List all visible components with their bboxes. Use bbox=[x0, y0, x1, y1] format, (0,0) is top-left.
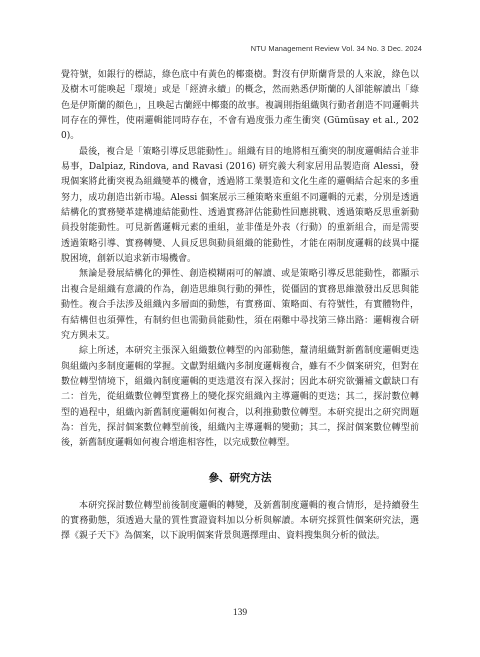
paragraph-4: 綜上所述，本研究主張深入組織數位轉型的內部動態，釐清組織對新舊制度邏輯更迭與組織內多制度邏輯的掌握。文獻對組織內多制度邏輯複合，雖有不少個案研究，但對在數位轉型情境下，組織內制度邏輯的更迭還沒有深入探討；因此本研究欲彌補文獻缺口有二：首先，從組織數位轉型實務上的變化探究組織內主導邏輯的更迭；其二，探討數位轉型的過程中，組織內新舊制度邏輯如何複合，以利推動數位轉型。本研究提出之研究問題為：首先，探討個案數位轉型前後，組織內主導邏輯的變動；其二，探討個案數位轉型前後，新舊制度邏輯如何複合增進相容性，以完成數位轉型。 bbox=[61, 346, 419, 449]
section-heading: 參、研究方法 bbox=[208, 471, 272, 484]
method-paragraph: 本研究探討數位轉型前後制度邏輯的轉變，及新舊制度邏輯的複合情形，是持續發生的實務動態，須透過大量的質性實證資料加以分析與解讀。本研究採質性個案研究法，選擇《親子天下》為個案，以下說明個案背景與選擇理由、資料搜集與分析的做法。 bbox=[61, 500, 419, 542]
paragraph-2: 最後，複合是「策略引導反思能動性」。組織有目的地將相互衝突的制度邏輯結合並非易事，Dalpiaz, Rindova, and Ravasi (2016) 研究義大利家居用品製造商 Alessi，發現個案將此衝突視為組織變革的機會，透過將工業製造和文化生產的邏輯結合起來的多重努力，成功創造出新市場。Alessi 個案展示三種策略來重組不同邏輯的元素，分別是透過結構化的實務變革建構連結能動性、透過實務評估能動性回應挑戰、透過策略反思重新動員投射能動性。可見新舊邏輯元素的重組，並非僅是外表（行動）的重新組合，而是需要透過策略引導、實務轉變、人員反思與動員組織的能動性，才能在兩制度邏輯的歧異中擺脫困境，創新以追求新市場機會。 bbox=[61, 146, 419, 265]
page-content bbox=[61, 68, 419, 545]
paragraph-3: 無論是發展結構化的彈性、創造模糊兩可的解讀、或是策略引導反思能動性，都顯示出複合是組織有意識的作為，創造思維與行動的彈性，從僵固的實務思維激發出反思與能動性。複合手法涉及組織內多層面的動態，有實務面、策略面、有符號性，有實體物件，有結構但也須彈性，有制約但也需動員能動性，須在兩難中尋找第三條出路：邏輯複合研究方興未艾。 bbox=[61, 269, 419, 341]
paragraph-1: 覺符號，如銀行的標誌，綠色底中有黃色的椰棗樹。對沒有伊斯蘭背景的人來說，綠色以及樹木可能喚起「環境」或是「經濟永續」的概念，然而熟悉伊斯蘭的人卻能解讀出「綠色是伊斯蘭的顏色」，且喚起古蘭經中椰棗的故事。複調則指組織與行動者創造不同邏輯共同存在的彈性，使兩邏輯能同時存在，不會有過度張力產生衝突 (Gümüsay et al., 2020)。 bbox=[61, 70, 419, 142]
page-number: 139 bbox=[232, 608, 248, 618]
running-header: NTU Management Review Vol. 34 No. 3 Dec. 2024 bbox=[250, 44, 422, 53]
